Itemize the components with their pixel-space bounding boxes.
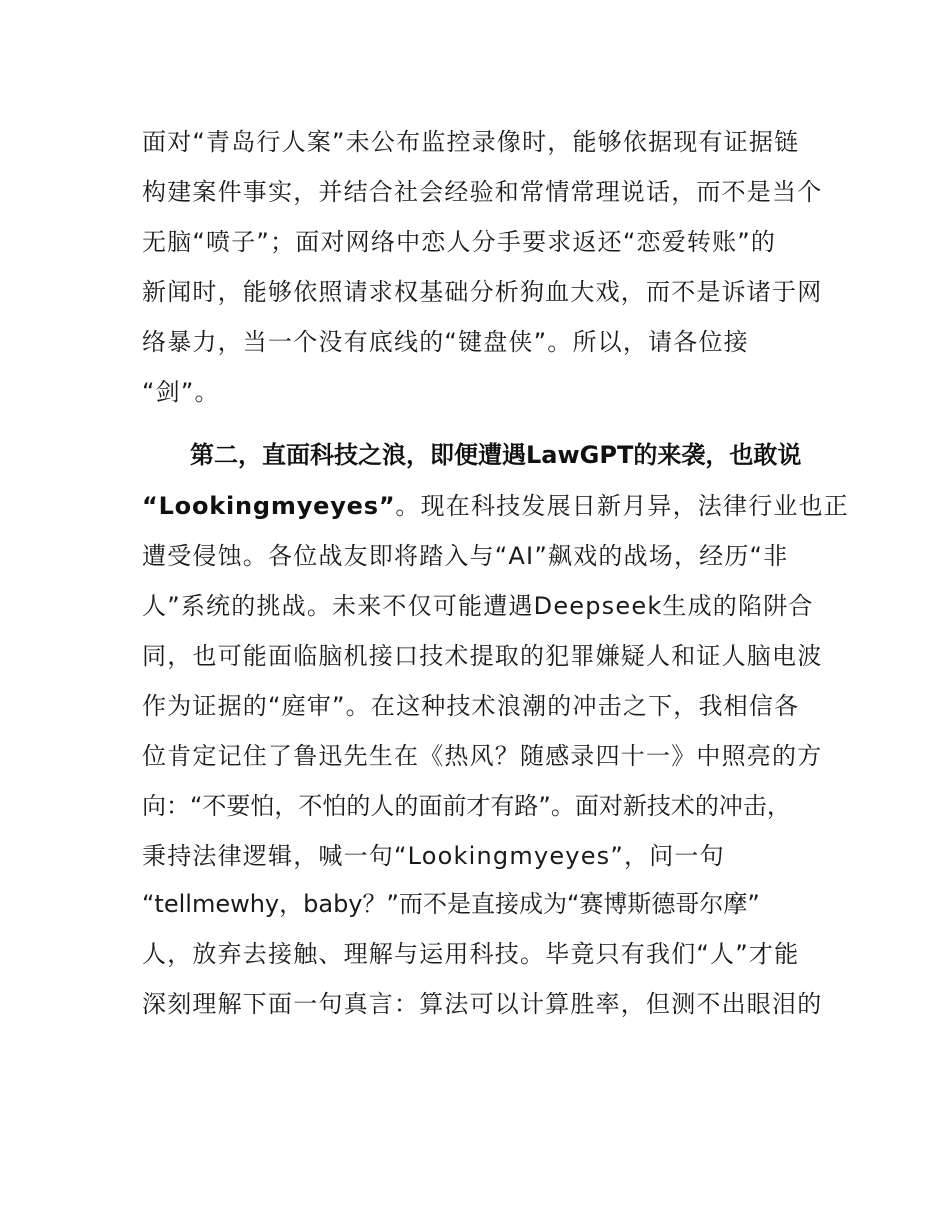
text-line: 人”系统的挑战。未来不仅可能遭遇Deepseek生成的陷阱合 bbox=[142, 592, 814, 620]
text-line: 秉持法律逻辑，喊一句“Lookingmyeyes”，问一句 bbox=[142, 842, 725, 870]
text-line: 无脑“喷子”；面对网络中恋人分手要求返还“恋爱转账”的 bbox=[142, 228, 777, 256]
text-fragment: 。现在科技发展日新月异，法律行业也正 bbox=[395, 492, 850, 520]
text-line: 人，放弃去接触、理解与运用科技。毕竟只有我们“人”才能 bbox=[142, 940, 800, 968]
text-line: 络暴力，当一个没有底线的“键盘侠”。所以，请各位接 bbox=[142, 328, 749, 356]
text-line: “tellmewhy，baby？”而不是直接成为“赛博斯德哥尔摩” bbox=[142, 890, 760, 918]
section-heading-continuation: “Lookingmyeyes” bbox=[142, 492, 396, 520]
text-line: “剑”。 bbox=[142, 378, 220, 406]
text-line: 深刻理解下面一句真言：算法可以计算胜率，但测不出眼泪的 bbox=[142, 990, 823, 1018]
section-heading: 第二，直面科技之浪，即便遭遇LawGPT的来袭，也敢说 bbox=[190, 441, 802, 469]
text-line-mixed bbox=[142, 488, 849, 524]
text-line: 向：“不要怕，不怕的人的面前才有路”。面对新技术的冲击， bbox=[142, 792, 791, 820]
text-line: 位肯定记住了鲁迅先生在《热风？随感录四十一》中照亮的方 bbox=[142, 742, 823, 770]
text-line: 遭受侵蚀。各位战友即将踏入与“AI”飙戏的战场，经历“非 bbox=[142, 542, 789, 570]
text-line: 同，也可能面临脑机接口技术提取的犯罪嫌疑人和证人脑电波 bbox=[142, 642, 823, 670]
text-line: 面对“青岛行人案”未公布监控录像时，能够依据现有证据链 bbox=[142, 128, 800, 156]
text-line: 构建案件事实，并结合社会经验和常情常理说话，而不是当个 bbox=[142, 178, 823, 206]
text-line: 新闻时，能够依照请求权基础分析狗血大戏，而不是诉诸于网 bbox=[142, 278, 823, 306]
text-line: 作为证据的“庭审”。在这种技术浪潮的冲击之下，我相信各 bbox=[142, 692, 800, 720]
